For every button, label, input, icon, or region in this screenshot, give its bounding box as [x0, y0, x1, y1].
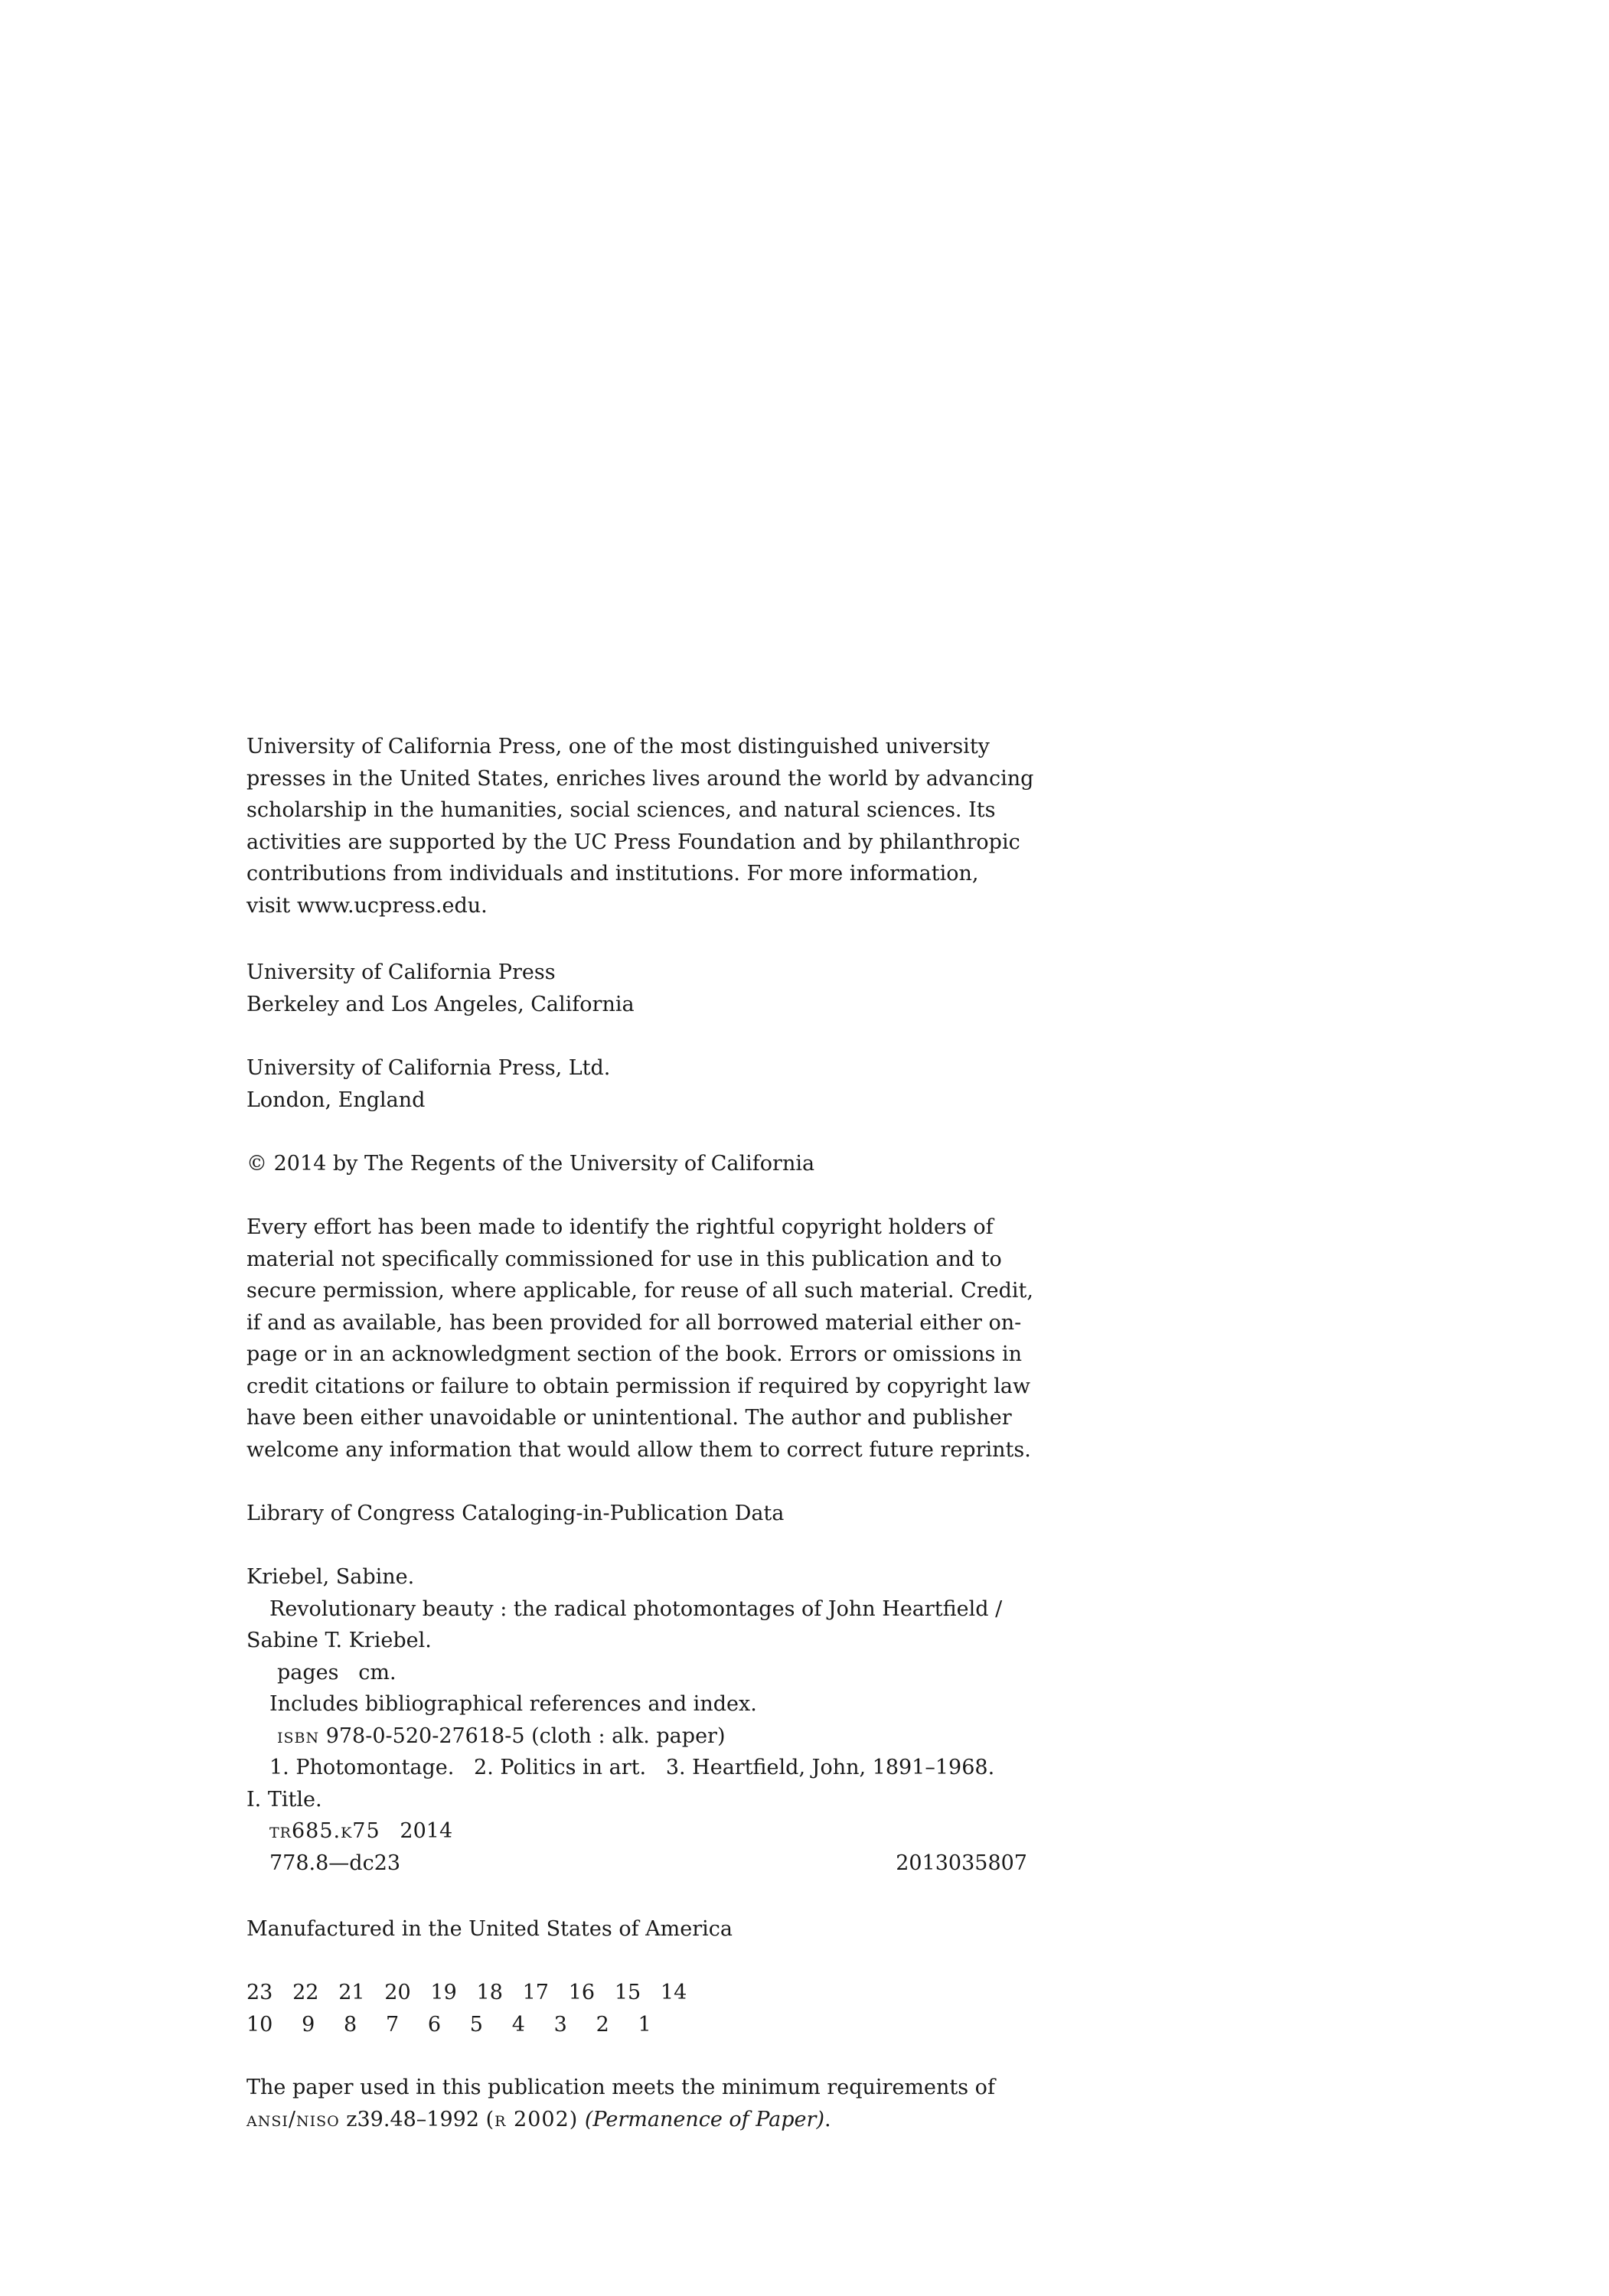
text-line: have been either unavoidable or unintentional. The author and publisher — [246, 1406, 1012, 1430]
copyright-line: © 2014 by The Regents of the University of California — [246, 1152, 815, 1176]
call-number-year: 2014 — [400, 1819, 453, 1843]
isbn-value: 978-0-520-27618-5 (cloth : alk. paper) — [325, 1724, 726, 1748]
cip-dewey-row — [246, 1848, 1027, 1880]
standard-number: z39.48–1992 — [346, 2107, 480, 2131]
cip-call-number — [246, 1815, 1027, 1848]
rights-notice — [246, 1212, 1033, 1466]
paper-statement-text: The paper used in this publication meets the minimum requirements of — [246, 2076, 995, 2099]
cip-title: Revolutionary beauty : the radical photomontages of John Heartfield / — [269, 1596, 1003, 1621]
cip-includes: Includes bibliographical references and index. — [269, 1692, 757, 1716]
text-line: scholarship in the humanities, social sciences, and natural sciences. Its — [246, 798, 996, 822]
standard-name: ansi/niso — [246, 2107, 340, 2131]
statement-end: . — [824, 2107, 831, 2131]
text-line: Every effort has been made to identify the rightful copyright holders of — [246, 1215, 994, 1239]
cip-lccn: 2013035807 — [896, 1851, 1027, 1875]
cip-title-entry: I. Title. — [246, 1787, 322, 1812]
text-line: University of California Press, one of the most distinguished university — [246, 735, 990, 758]
manufactured-notice — [246, 1913, 1027, 1945]
standard-revision: (r 2002) — [485, 2107, 579, 2131]
text-line: welcome any information that would allow them to correct future reprints. — [246, 1437, 1031, 1462]
publisher-description — [246, 731, 1034, 921]
cip-subjects: 1. Photomontage. 2. Politics in art. 3. Heartfield, John, 1891–1968. — [269, 1756, 995, 1779]
printing-numbers: 10 9 8 7 6 5 4 3 2 1 — [246, 2012, 651, 2037]
text-line: University of California Press, Ltd. — [246, 1056, 611, 1080]
text-line: London, England — [246, 1088, 426, 1112]
cip-dewey: 778.8—dc23 — [269, 1851, 401, 1875]
cip-heading — [246, 1498, 1027, 1530]
cip-isbn — [246, 1720, 1027, 1753]
isbn-label: isbn — [277, 1724, 320, 1748]
text-line: credit citations or failure to obtain permission if required by copyright law — [246, 1374, 1031, 1398]
copyright-notice — [246, 1148, 1027, 1180]
publisher-address-uk — [246, 1052, 1027, 1116]
printing-line — [246, 1977, 1027, 2040]
text-line: page or in an acknowledgment section of the book. Errors or omissions in — [246, 1342, 1023, 1366]
text-line: contributions from individuals and institutions. For more information, — [246, 862, 979, 885]
permanence-of-paper: (Permanence of Paper) — [584, 2107, 824, 2131]
text-line: if and as available, has been provided for all borrowed material either on- — [246, 1310, 1022, 1335]
publisher-address-us — [246, 957, 1027, 1020]
call-number-class: tr685.k75 — [269, 1819, 380, 1843]
text-line: University of California Press — [246, 960, 556, 984]
cip-author: Kriebel, Sabine. — [246, 1565, 415, 1589]
cip-heading-text: Library of Congress Cataloging-in-Publication Data — [246, 1502, 785, 1525]
text-line: secure permission, where applicable, for reuse of all such material. Credit, — [246, 1279, 1033, 1303]
text-line: presses in the United States, enriches lives around the world by advancing — [246, 766, 1034, 791]
cip-record — [246, 1561, 1027, 1879]
text-line: Berkeley and Los Angeles, California — [246, 992, 635, 1016]
cip-title-continued: Sabine T. Kriebel. — [246, 1629, 432, 1652]
text-line: activities are supported by the UC Press Foundation and by philanthropic — [246, 830, 1020, 854]
paper-standard-line — [246, 2104, 1027, 2136]
paper-statement — [246, 2072, 1027, 2135]
text-line: visit www.ucpress.edu. — [246, 893, 488, 918]
cip-pages: pages cm. — [277, 1660, 397, 1684]
manufactured-text: Manufactured in the United States of America — [246, 1917, 733, 1941]
printing-numbers: 23 22 21 20 19 18 17 16 15 14 — [246, 1981, 687, 2004]
text-line: material not specifically commissioned for use in this publication and to — [246, 1247, 1002, 1271]
